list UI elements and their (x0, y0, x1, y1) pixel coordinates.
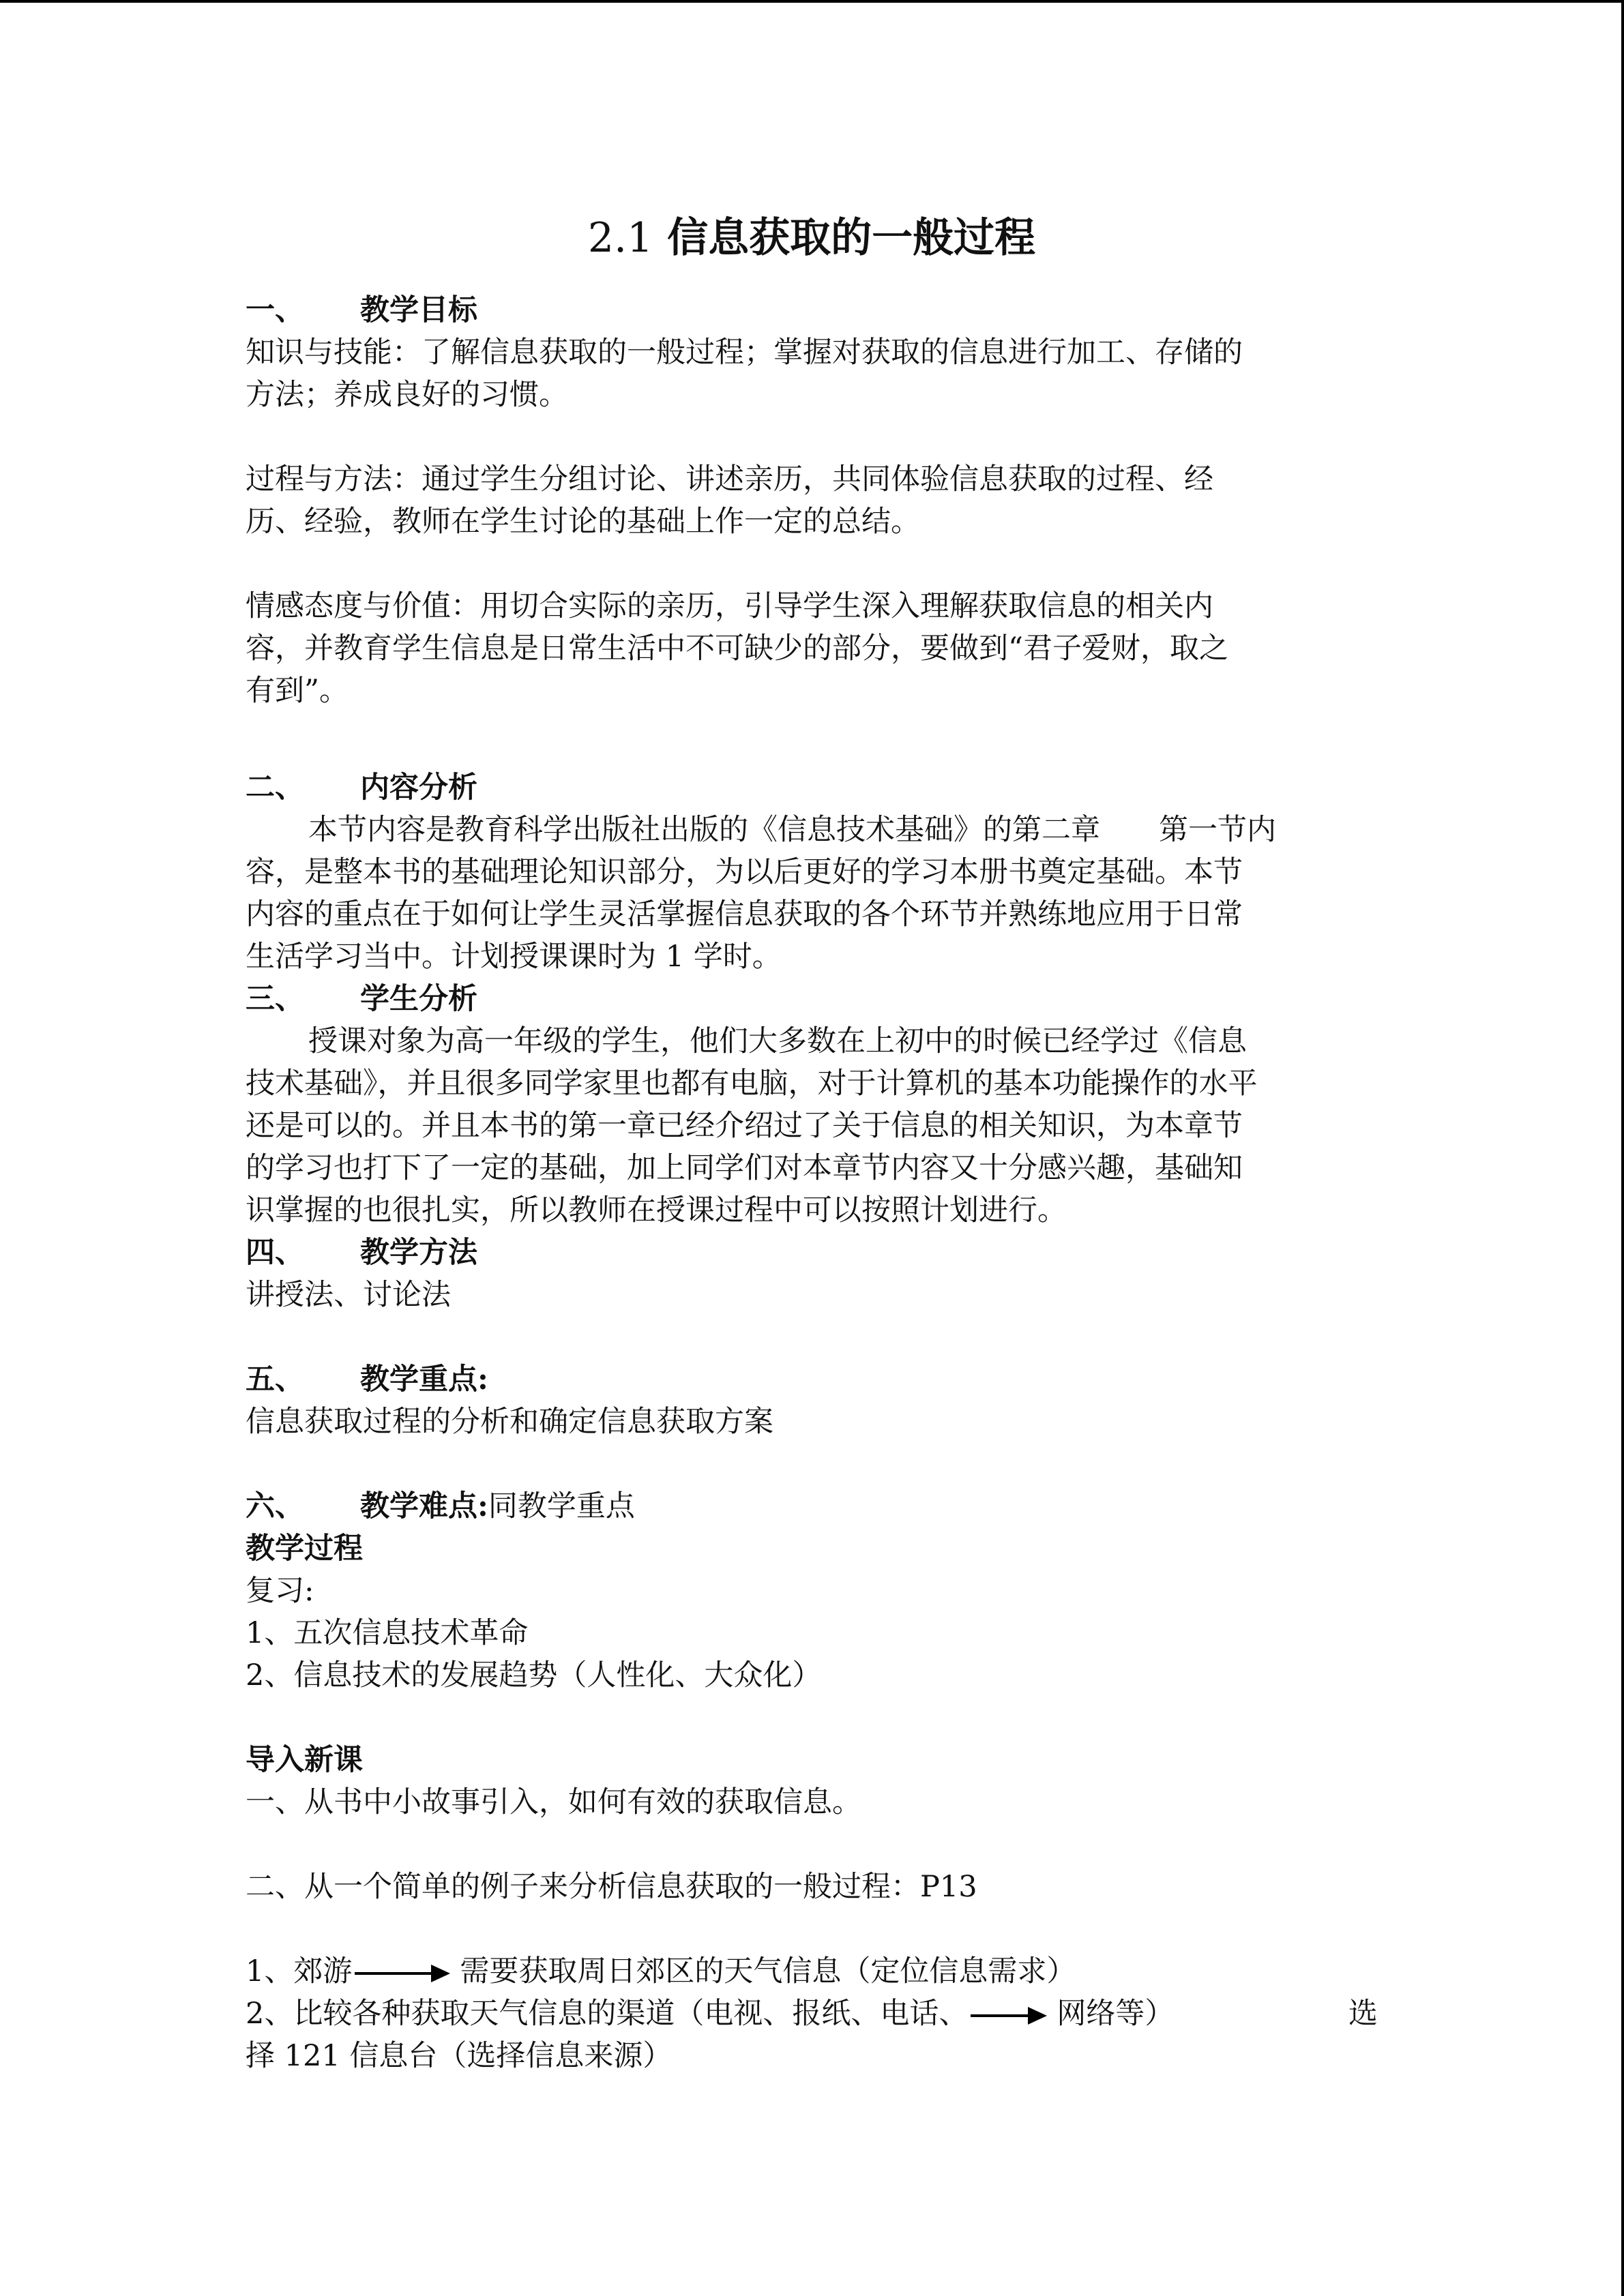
section-number: 四、 (246, 1236, 304, 1270)
list-item: 2、信息技术的发展趋势（人性化、大众化） (246, 1658, 822, 1693)
section-number: 二、 (246, 771, 304, 805)
paragraph-line: 本节内容是教育科学出版社出版的《信息技术基础》的第二章 第一节内 (308, 813, 1276, 847)
document-body (246, 207, 1378, 2077)
section-number: 六、 (246, 1489, 304, 1523)
paragraph-line: 过程与方法：通过学生分组讨论、讲述亲历，共同体验信息获取的过程、经 (246, 462, 1213, 496)
section-heading-objectives (246, 289, 1378, 331)
paragraph-line: 识掌握的也很扎实，所以教师在授课过程中可以按照计划进行。 (246, 1193, 1067, 1227)
paragraph-line: 信息获取过程的分析和确定信息获取方案 (246, 1405, 773, 1439)
section-label: 学生分析 (360, 982, 477, 1016)
section-heading-methods (246, 1232, 1378, 1274)
paragraph-line: 的学习也打下了一定的基础，加上同学们对本章节内容又十分感兴趣，基础知 (246, 1151, 1243, 1185)
paragraph-line: 情感态度与价值：用切合实际的亲历，引导学生深入理解获取信息的相关内 (246, 589, 1213, 623)
paragraph-line: 容，并教育学生信息是日常生活中不可缺少的部分，要做到“君子爱财，取之 (246, 631, 1228, 666)
intro-heading: 导入新课 (246, 1743, 363, 1777)
paragraph-line: 生活学习当中。计划授课课时为 1 学时。 (246, 940, 782, 974)
arrow-right-icon (971, 2012, 1047, 2019)
paragraph-line: 授课对象为高一年级的学生，他们大多数在上初中的时候已经学过《信息 (308, 1024, 1247, 1058)
step-line (246, 1993, 1378, 2035)
list-item: 1、五次信息技术革命 (246, 1616, 529, 1650)
paragraph-line: 还是可以的。并且本书的第一章已经介绍过了关于信息的相关知识，为本章节 (246, 1109, 1243, 1143)
step-text: 2、比较各种获取天气信息的渠道（电视、报纸、电话、 (246, 1997, 969, 2031)
paragraph-line: 历、经验，教师在学生讨论的基础上作一定的总结。 (246, 505, 920, 539)
section-heading-student-analysis (246, 978, 1378, 1020)
paragraph-line: 方法；养成良好的习惯。 (246, 378, 568, 412)
step-text: 网络等） (1057, 1997, 1175, 2031)
section-label: 教学目标 (360, 293, 477, 327)
section-label: 教学难点: (360, 1489, 488, 1523)
step-line (246, 1950, 1378, 1993)
paragraph-line: 内容的重点在于如何让学生灵活掌握信息获取的各个环节并熟练地应用于日常 (246, 897, 1243, 931)
paragraph-line: 技术基础》，并且很多同学家里也都有电脑，对于计算机的基本功能操作的水平 (246, 1067, 1258, 1101)
section-heading-difficulties (246, 1485, 1378, 1527)
paragraph-line: 容，是整本书的基础理论知识部分，为以后更好的学习本册书奠定基础。本节 (246, 855, 1243, 889)
arrow-right-icon (355, 1970, 450, 1977)
step-text: 需要获取周日郊区的天气信息（定位信息需求） (460, 1954, 1076, 1988)
step-text: 选 (1348, 1997, 1378, 2031)
section-inline-text: 同教学重点 (488, 1489, 635, 1523)
list-item: 二、从一个简单的例子来分析信息获取的一般过程：P13 (246, 1870, 977, 1904)
teaching-process-heading: 教学过程 (246, 1532, 363, 1566)
section-number: 一、 (246, 293, 304, 327)
list-item: 一、从书中小故事引入，如何有效的获取信息。 (246, 1785, 861, 1819)
step-text: 1、郊游 (246, 1954, 353, 1988)
page-title (246, 207, 1378, 269)
section-label: 教学方法 (360, 1236, 477, 1270)
section-heading-content-analysis (246, 766, 1378, 809)
section-label: 教学重点: (360, 1362, 488, 1397)
paragraph-line: 知识与技能：了解信息获取的一般过程；掌握对获取的信息进行加工、存储的 (246, 336, 1243, 370)
title-text: 信息获取的一般过程 (667, 214, 1036, 262)
section-number: 三、 (246, 982, 304, 1016)
paragraph-line: 讲授法、讨论法 (246, 1278, 451, 1312)
section-number: 五、 (246, 1362, 304, 1397)
paragraph-line: 有到”。 (246, 674, 349, 708)
section-label: 内容分析 (360, 771, 477, 805)
step-line: 择 121 信息台（选择信息来源） (246, 2039, 673, 2073)
section-heading-key-points (246, 1358, 1378, 1401)
title-number: 2.1 (587, 214, 653, 262)
review-label: 复习: (246, 1574, 314, 1608)
